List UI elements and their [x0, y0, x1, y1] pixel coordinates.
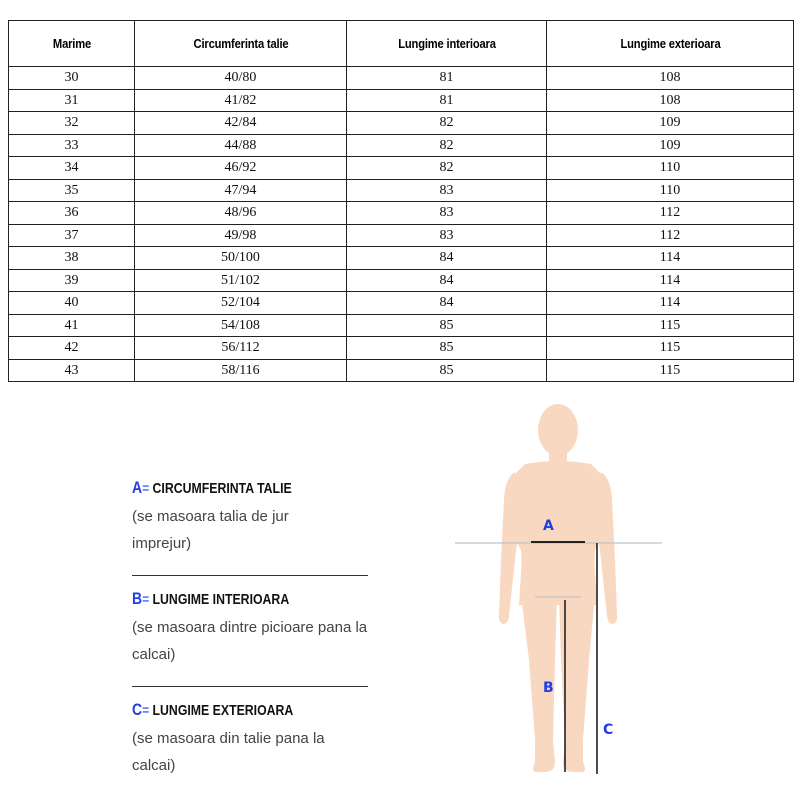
table-cell: 38	[9, 247, 135, 270]
header-waist: Circumferinta talie	[149, 21, 331, 67]
size-table	[8, 20, 794, 382]
figure-label-c: C	[603, 722, 614, 738]
table-cell: 58/116	[135, 359, 347, 382]
figure-label-b: B	[543, 680, 554, 696]
legend-desc-b: (se masoara dintre picioare pana la calcai)	[132, 619, 368, 663]
table-cell: 41/82	[135, 89, 347, 112]
table-row	[9, 359, 794, 382]
table-cell: 41	[9, 314, 135, 337]
table-cell: 108	[547, 67, 794, 90]
table-cell: 40	[9, 292, 135, 315]
body-silhouette-svg	[455, 400, 665, 780]
legend-entry-a	[132, 477, 368, 557]
legend-desc-c: (se masoara din talie pana la calcai)	[132, 730, 325, 774]
legend-entry-b	[132, 588, 368, 668]
table-cell: 49/98	[135, 224, 347, 247]
table-cell: 115	[547, 314, 794, 337]
legend-desc-a: (se masoara talia de jur imprejur)	[132, 508, 289, 552]
table-row	[9, 292, 794, 315]
table-row	[9, 134, 794, 157]
table-cell: 115	[547, 337, 794, 360]
table-cell: 39	[9, 269, 135, 292]
table-cell: 48/96	[135, 202, 347, 225]
table-row	[9, 224, 794, 247]
table-cell: 50/100	[135, 247, 347, 270]
table-header-row	[9, 21, 794, 67]
table-cell: 83	[347, 224, 547, 247]
legend-entry-c	[132, 699, 368, 779]
table-cell: 85	[347, 359, 547, 382]
legend-letter-b: B	[132, 589, 143, 608]
figure-label-a: A	[543, 518, 554, 534]
table-cell: 34	[9, 157, 135, 180]
table-cell: 30	[9, 67, 135, 90]
table-cell: 35	[9, 179, 135, 202]
table-cell: 115	[547, 359, 794, 382]
header-inner-length: Lungime interioara	[361, 21, 533, 67]
table-cell: 114	[547, 292, 794, 315]
table-cell: 47/94	[135, 179, 347, 202]
table-cell: 81	[347, 89, 547, 112]
table-row	[9, 247, 794, 270]
header-outer-length: Lungime exterioara	[564, 21, 776, 67]
header-size: Marime	[17, 21, 125, 67]
table-cell: 33	[9, 134, 135, 157]
table-cell: 37	[9, 224, 135, 247]
table-cell: 54/108	[135, 314, 347, 337]
table-cell: 108	[547, 89, 794, 112]
legend-title-b: LUNGIME INTERIOARA	[152, 590, 290, 608]
table-cell: 81	[347, 67, 547, 90]
table-cell: 85	[347, 314, 547, 337]
legend-equals-b: =	[142, 590, 150, 608]
legend-letter-c: C	[132, 700, 143, 719]
table-cell: 51/102	[135, 269, 347, 292]
table-cell: 84	[347, 292, 547, 315]
table-row	[9, 157, 794, 180]
table-row	[9, 269, 794, 292]
body-silhouette	[499, 404, 617, 772]
table-cell: 84	[347, 247, 547, 270]
table-cell: 112	[547, 202, 794, 225]
table-cell: 82	[347, 134, 547, 157]
legend-title-a: CIRCUMFERINTA TALIE	[152, 479, 292, 497]
table-cell: 83	[347, 202, 547, 225]
table-cell: 85	[347, 337, 547, 360]
table-cell: 40/80	[135, 67, 347, 90]
table-cell: 114	[547, 269, 794, 292]
table-cell: 83	[347, 179, 547, 202]
measurement-legend	[132, 477, 368, 779]
legend-divider	[132, 686, 368, 687]
legend-divider	[132, 575, 368, 576]
table-row	[9, 202, 794, 225]
table-cell: 52/104	[135, 292, 347, 315]
table-cell: 56/112	[135, 337, 347, 360]
table-cell: 82	[347, 112, 547, 135]
table-cell: 110	[547, 179, 794, 202]
table-row	[9, 179, 794, 202]
legend-equals-c: =	[142, 701, 150, 719]
table-cell: 84	[347, 269, 547, 292]
table-cell: 44/88	[135, 134, 347, 157]
legend-title-c: LUNGIME EXTERIOARA	[152, 701, 294, 719]
table-cell: 112	[547, 224, 794, 247]
table-cell: 46/92	[135, 157, 347, 180]
legend-equals-a: =	[142, 479, 150, 497]
table-cell: 109	[547, 134, 794, 157]
table-cell: 36	[9, 202, 135, 225]
table-row	[9, 67, 794, 90]
table-row	[9, 337, 794, 360]
legend-letter-a: A	[132, 478, 143, 497]
table-cell: 110	[547, 157, 794, 180]
table-cell: 43	[9, 359, 135, 382]
table-cell: 42/84	[135, 112, 347, 135]
table-cell: 82	[347, 157, 547, 180]
table-row	[9, 112, 794, 135]
table-cell: 31	[9, 89, 135, 112]
table-cell: 32	[9, 112, 135, 135]
table-cell: 42	[9, 337, 135, 360]
table-cell: 109	[547, 112, 794, 135]
table-cell: 114	[547, 247, 794, 270]
table-body	[9, 67, 794, 382]
body-measurement-figure	[455, 400, 665, 780]
table-row	[9, 89, 794, 112]
table-row	[9, 314, 794, 337]
